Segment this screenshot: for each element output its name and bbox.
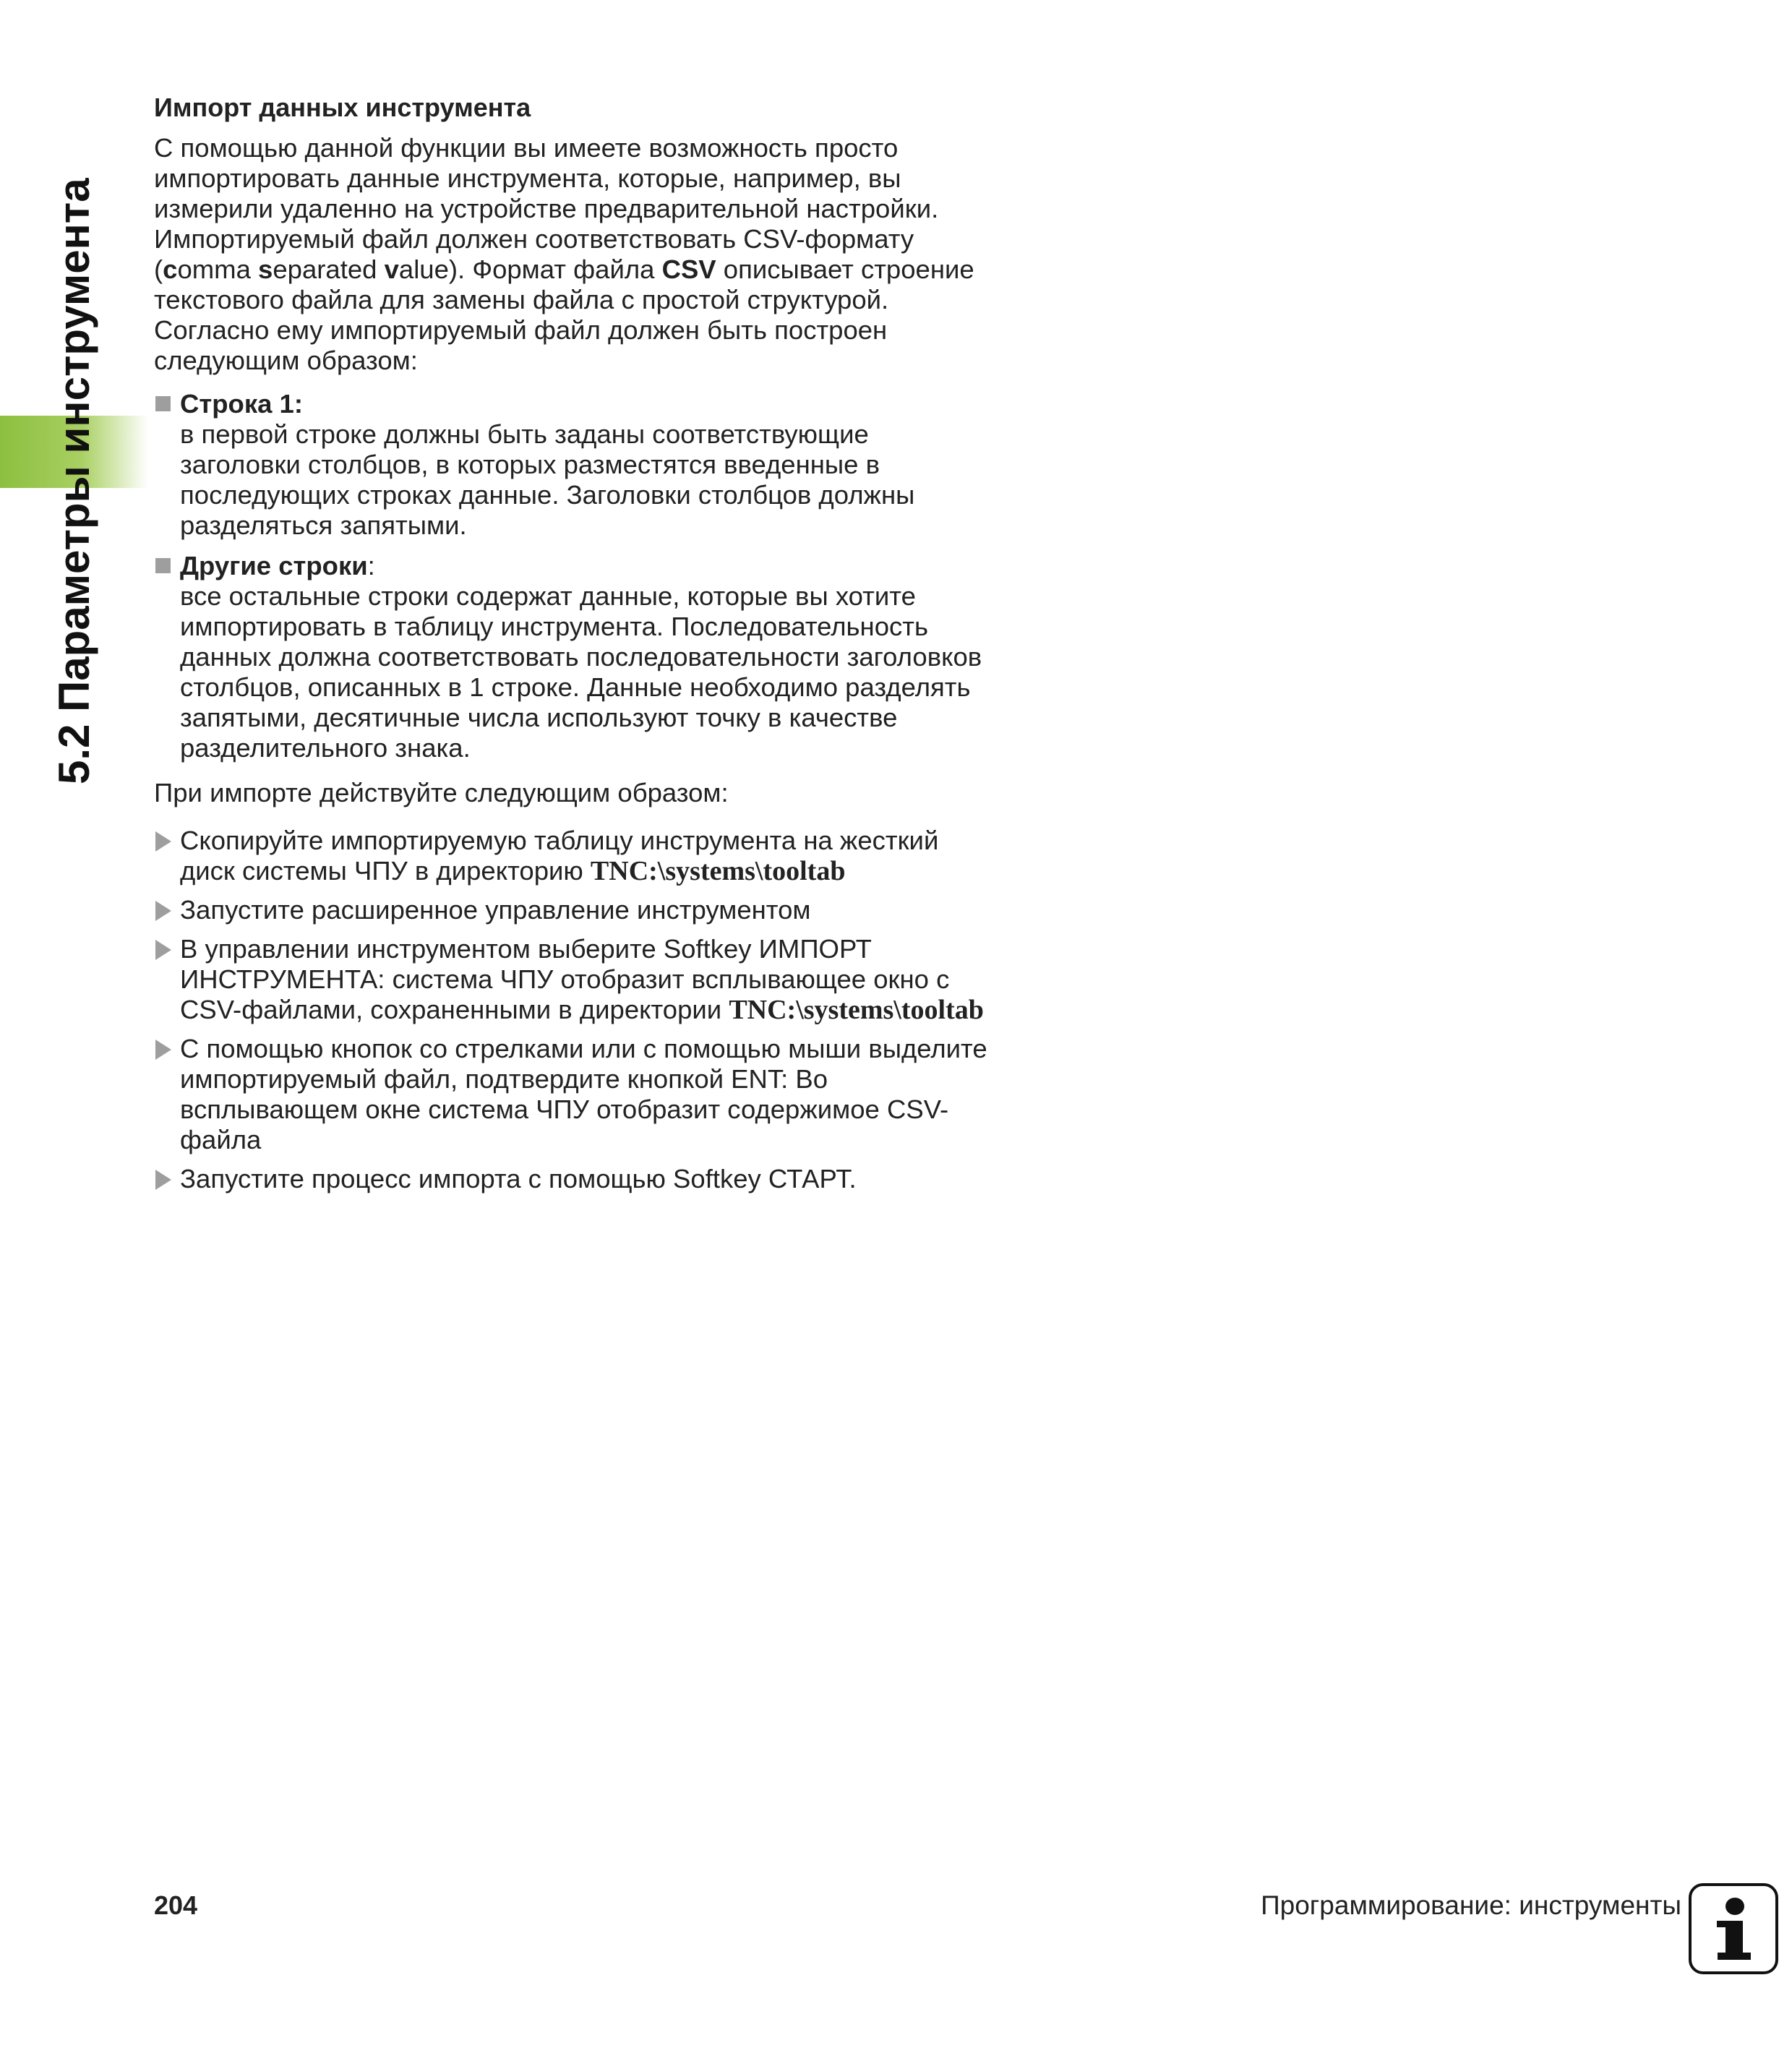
rule-label: Строка 1: (180, 389, 303, 419)
footer-chapter-title: Программирование: инструменты (1261, 1890, 1681, 1920)
step-item: В управлении инструментом выберите Softkey ИМПОРТ ИНСТРУМЕНТА: система ЧПУ отобразит всплывающее окно с CSV-файлами, сохраненными в директории TNC:\systems\tooltab (154, 934, 993, 1025)
info-icon (1689, 1883, 1778, 1974)
procedure-intro: При импорте действуйте следующим образом: (154, 778, 729, 807)
directory-path: TNC:\systems\tooltab (590, 856, 846, 886)
main-content (154, 93, 993, 1203)
rule-label: Другие строки (180, 551, 368, 580)
triangle-bullet-icon (155, 831, 171, 852)
rule-text: в первой строке должны быть заданы соответствующие заголовки столбцов, в которых разместятся введенные в последующих строках данные. Заголовки столбцов должны разделяться запятыми. (180, 419, 915, 540)
section-heading: Импорт данных инструмента (154, 93, 531, 122)
step-item: Скопируйте импортируемую таблицу инструмента на жесткий диск системы ЧПУ в директорию TNC:\systems\tooltab (154, 826, 993, 886)
triangle-bullet-icon (155, 901, 171, 921)
square-bullet-icon (155, 396, 171, 411)
triangle-bullet-icon (155, 1170, 171, 1190)
rule-item-line1 (154, 389, 993, 541)
rule-text: все остальные строки содержат данные, которые вы хотите импортировать в таблицу инструмента. Последовательность данных должна соответствовать последовательности заголовков столбцов, описанных в 1 строке. Данные необходимо разделять запятыми, десятичные числа используют точку в качестве разделительного знака. (180, 581, 982, 763)
triangle-bullet-icon (155, 940, 171, 960)
directory-path: TNC:\systems\tooltab (729, 995, 984, 1025)
step-item: С помощью кнопок со стрелками или с помощью мыши выделите импортируемый файл, подтвердите кнопкой ENT: Во всплывающем окне система ЧПУ отобразит содержимое CSV-файла (154, 1034, 993, 1155)
chapter-side-title: 5.2 Параметры инструмента (50, 178, 98, 784)
intro-paragraph: С помощью данной функции вы имеете возможность просто импортировать данные инструмента, которые, например, вы измерили удаленно на устройстве предварительной настройки. Импортируемый файл должен соответствовать CSV-формату (comma separated value). Формат файла CSV описывает строение текстового файла для замены файла с простой структурой. Согласно ему импортируемый файл должен быть построен следующим образом: (154, 133, 974, 375)
page-number: 204 (154, 1890, 198, 1920)
step-item: Запустите расширенное управление инструментом (154, 895, 993, 925)
triangle-bullet-icon (155, 1040, 171, 1060)
step-item: Запустите процесс импорта с помощью Softkey СТАРТ. (154, 1164, 993, 1194)
rule-item-other-lines: Другие строки: все остальные строки содержат данные, которые вы хотите импортировать в таблицу инструмента. Последовательность данных должна соответствовать последовательности заголовков столбцов, описанных в 1 строке. Данные необходимо разделять запятыми, десятичные числа используют точку в качестве разделительного знака. (154, 551, 993, 763)
square-bullet-icon (155, 558, 171, 573)
